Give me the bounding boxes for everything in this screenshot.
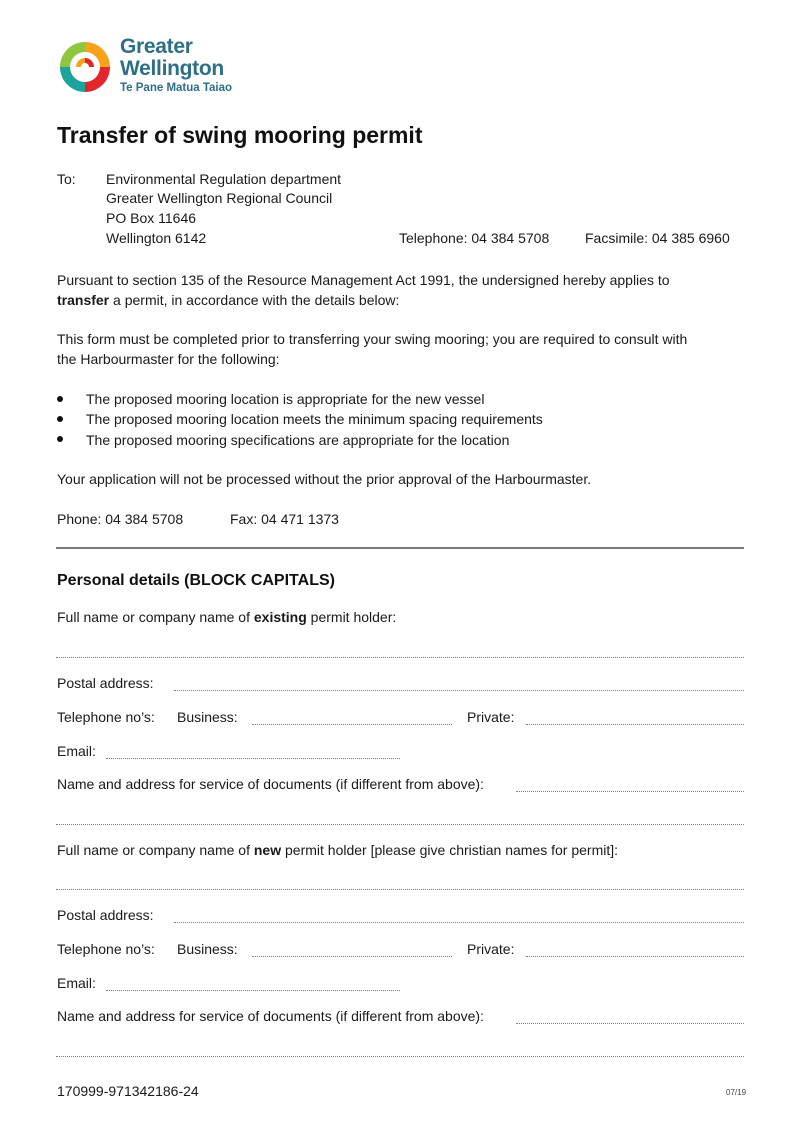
new-private-label: Private: [467,941,515,957]
new-business-phone-field[interactable] [252,956,452,957]
address-line-1: Environmental Regulation department [106,171,342,187]
document-number: 170999-971342186-24 [57,1083,199,1099]
new-email-field[interactable] [106,990,400,991]
approval-notice: Your application will not be processed without the prior approval of the Harbourmaster. [57,471,592,487]
existing-service-field[interactable] [516,791,744,792]
address-line-2: Greater Wellington Regional Council [106,190,333,206]
new-private-phone-field[interactable] [526,956,744,957]
bullet-item: The proposed mooring location meets the minimum spacing requirements [86,411,543,427]
facsimile-number: Facsimile: 04 385 6960 [585,230,730,246]
new-business-label: Business: [177,941,238,957]
existing-email-label: Email: [57,743,96,759]
harbourmaster-fax: Fax: 04 471 1373 [230,511,339,527]
existing-email-field[interactable] [106,758,400,759]
page-title: Transfer of swing mooring permit [57,122,423,148]
logo [56,36,246,98]
existing-label-post: permit holder: [306,609,397,625]
existing-label-bold: existing [253,609,307,625]
existing-private-phone-field[interactable] [526,724,744,725]
existing-holder-name-field[interactable] [56,657,744,658]
section-divider [56,547,744,549]
existing-business-phone-field[interactable] [252,724,452,725]
existing-holder-label [57,608,396,626]
new-service-field-line-2[interactable] [56,1056,744,1057]
personal-details-heading: Personal details (BLOCK CAPITALS) [57,572,335,589]
existing-service-field-line-2[interactable] [56,824,744,825]
new-service-label: Name and address for service of documents (if different from above): [57,1008,484,1024]
intro-paragraph-line-2 [57,291,399,309]
intro-paragraph-rest: a permit, in accordance with the details below: [109,292,400,308]
new-holder-label [57,841,618,859]
consult-paragraph-line-1: This form must be completed prior to transferring your swing mooring; you are required to consult with [57,331,688,347]
new-label-post: permit holder [please give christian names for permit]: [281,842,619,858]
existing-label-pre: Full name or company name of [57,609,254,625]
existing-business-label: Business: [177,709,238,725]
new-email-label: Email: [57,975,96,991]
logo-text-wellington: Wellington [120,57,224,80]
bullet-dot [57,416,63,422]
logo-swirl-icon [56,38,114,96]
intro-bold-transfer: transfer [57,292,110,308]
new-holder-name-field[interactable] [56,889,744,890]
bullet-item: The proposed mooring specifications are appropriate for the location [86,432,510,448]
harbourmaster-phone: Phone: 04 384 5708 [57,511,184,527]
bullet-item: The proposed mooring location is appropriate for the new vessel [86,391,485,407]
consult-paragraph-line-2: the Harbourmaster for the following: [57,351,280,367]
new-postal-label: Postal address: [57,907,154,923]
existing-service-label: Name and address for service of documents (if different from above): [57,776,484,792]
new-telephone-label: Telephone no’s: [57,941,155,957]
existing-telephone-label: Telephone no’s: [57,709,155,725]
new-label-bold: new [253,842,282,858]
address-line-4: Wellington 6142 [106,230,207,246]
form-version: 07/19 [726,1088,747,1097]
intro-paragraph-line-1: Pursuant to section 135 of the Resource Management Act 1991, the undersigned hereby applies to [57,272,670,288]
address-line-3: PO Box 11646 [106,210,197,226]
existing-private-label: Private: [467,709,515,725]
to-label: To: [57,171,76,187]
logo-text-greater: Greater [120,35,193,58]
logo-subtitle: Te Pane Matua Taiao [120,82,233,94]
new-postal-address-field[interactable] [174,922,744,923]
telephone-number: Telephone: 04 384 5708 [399,230,550,246]
existing-postal-address-field[interactable] [174,690,744,691]
new-service-field[interactable] [516,1023,744,1024]
bullet-dot [57,396,63,402]
new-label-pre: Full name or company name of [57,842,254,858]
existing-postal-label: Postal address: [57,675,154,691]
bullet-dot [57,436,63,442]
